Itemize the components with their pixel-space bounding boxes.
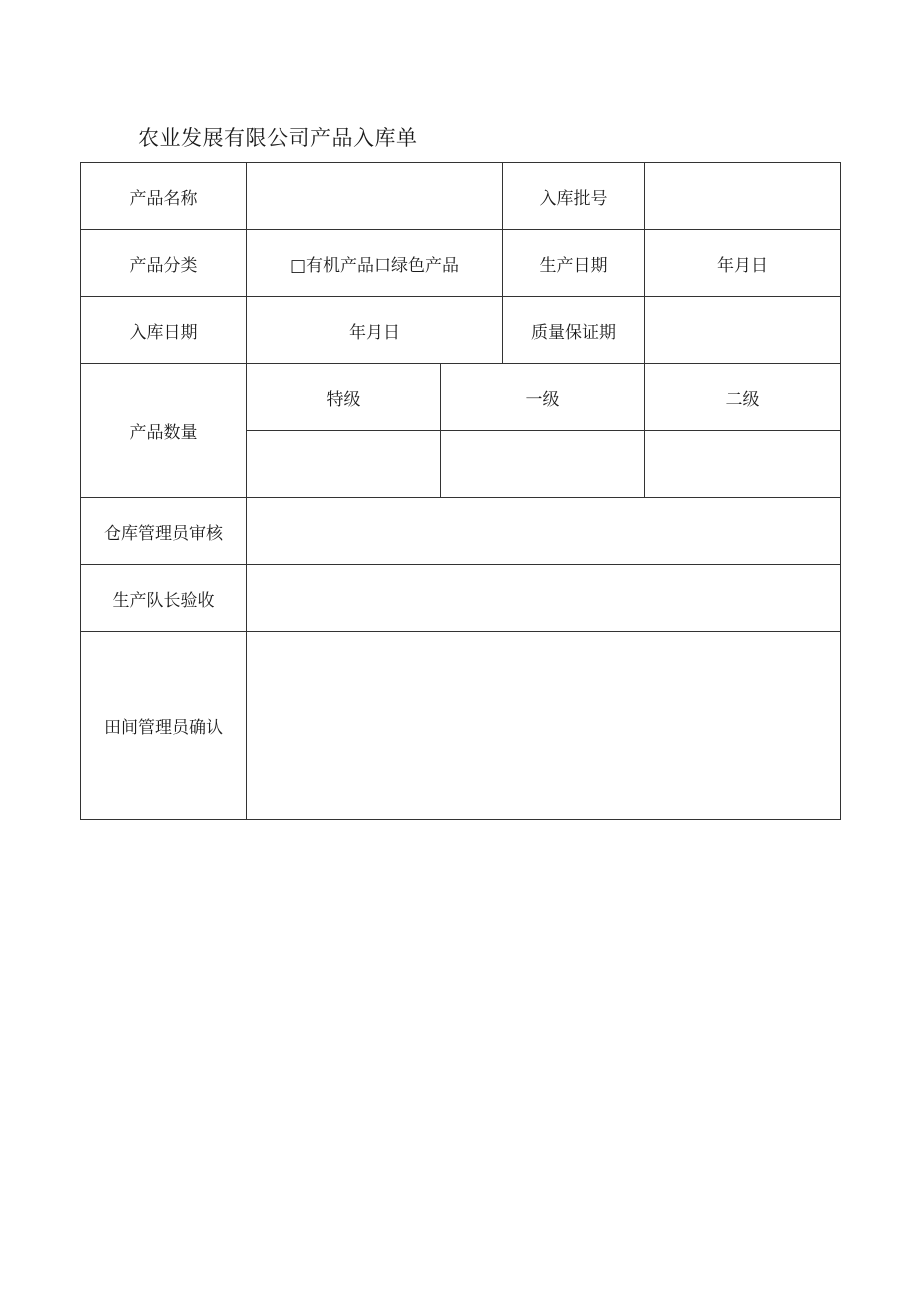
row-team-leader bbox=[81, 565, 841, 632]
page-title: 农业发展有限公司产品入库单 bbox=[138, 126, 418, 150]
grade-special-header: 特级 bbox=[247, 364, 441, 431]
team-leader-field[interactable] bbox=[247, 565, 841, 632]
warranty-field[interactable] bbox=[645, 297, 841, 364]
row-product-name bbox=[81, 163, 841, 230]
warranty-label: 质量保证期 bbox=[503, 297, 645, 364]
grade-first-header: 一级 bbox=[441, 364, 645, 431]
team-leader-label: 生产队长验收 bbox=[81, 565, 247, 632]
grade-first-quantity-field[interactable] bbox=[441, 431, 645, 498]
grade-second-header: 二级 bbox=[645, 364, 841, 431]
storage-form-table bbox=[80, 162, 841, 820]
batch-no-field[interactable] bbox=[645, 163, 841, 230]
row-field-manager bbox=[81, 632, 841, 820]
warehouse-review-label: 仓库管理员审核 bbox=[81, 498, 247, 565]
grade-second-quantity-field[interactable] bbox=[645, 431, 841, 498]
field-manager-field[interactable] bbox=[247, 632, 841, 820]
batch-no-label: 入库批号 bbox=[503, 163, 645, 230]
production-date-label: 生产日期 bbox=[503, 230, 645, 297]
quantity-label: 产品数量 bbox=[81, 364, 247, 498]
product-name-label: 产品名称 bbox=[81, 163, 247, 230]
grade-special-quantity-field[interactable] bbox=[247, 431, 441, 498]
row-storage-date bbox=[81, 297, 841, 364]
row-warehouse-review bbox=[81, 498, 841, 565]
production-date-field[interactable]: 年月日 bbox=[645, 230, 841, 297]
row-quantity-grades bbox=[81, 364, 841, 431]
category-options[interactable]: □有机产品口绿色产品 bbox=[247, 230, 503, 297]
product-name-field[interactable] bbox=[247, 163, 503, 230]
storage-date-label: 入库日期 bbox=[81, 297, 247, 364]
field-manager-label: 田间管理员确认 bbox=[81, 632, 247, 820]
storage-date-field[interactable]: 年月日 bbox=[247, 297, 503, 364]
row-category bbox=[81, 230, 841, 297]
category-label: 产品分类 bbox=[81, 230, 247, 297]
warehouse-review-field[interactable] bbox=[247, 498, 841, 565]
